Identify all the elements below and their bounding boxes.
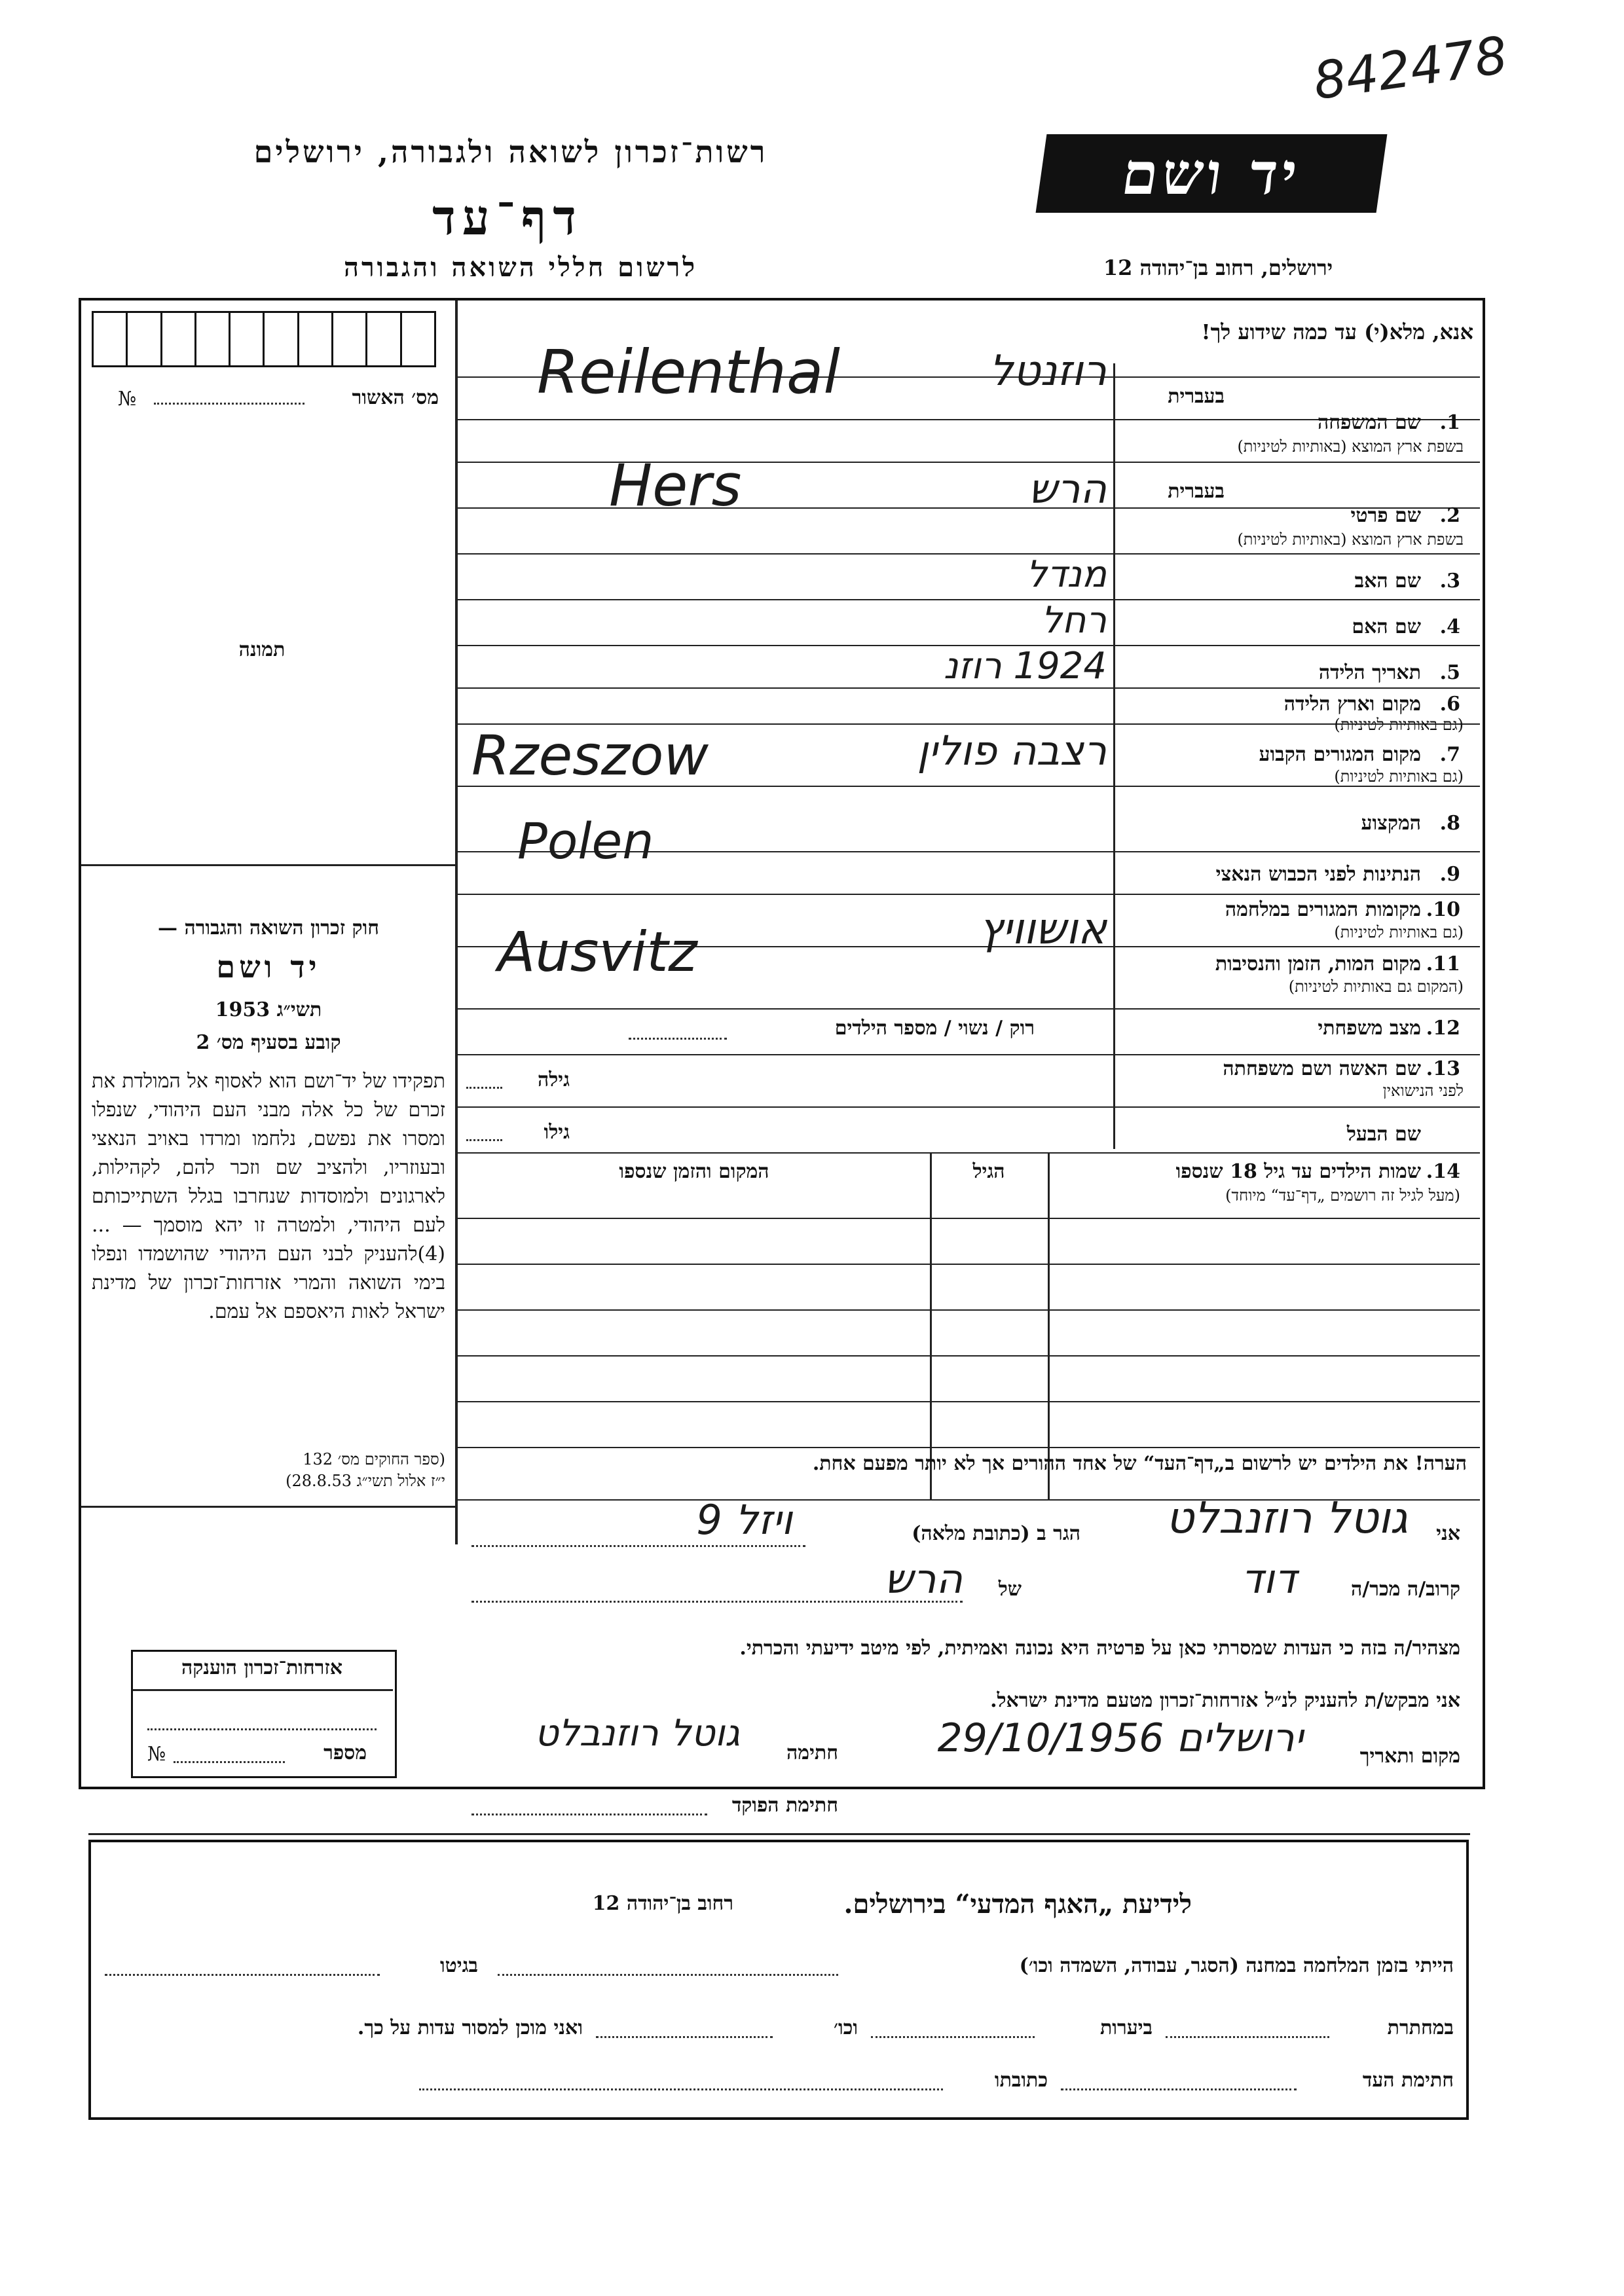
label-column-divider (1113, 363, 1115, 1149)
field-7-note: (גם באותיות לטיניות) (1334, 767, 1464, 786)
field-7-value: רצבה פולין (917, 727, 1107, 774)
field-5-num: 5. (1439, 661, 1460, 684)
official-sig-field[interactable] (471, 1813, 707, 1815)
field-6-label: מקום וארץ הלידה (1283, 693, 1421, 716)
remark: הערה! את הילדים יש לרשום ב„דף־העד“ של אחד ההורים אך לא יותר מפעם אחת. (812, 1452, 1467, 1475)
field-7-label: מקום המגורים הקבוע (1259, 743, 1421, 766)
field-2-hebrew-value: הרש (1028, 465, 1107, 513)
field-10-note: (גם באותיות לטיניות) (1334, 923, 1464, 941)
field-11-note: (המקום גם באותיות לטיניות) (1288, 977, 1464, 996)
law-year: תשי״ג 1953 (215, 998, 322, 1021)
field-1-note: בשפת ארץ המוצא (באותיות לטיניות) (1237, 437, 1464, 456)
wife-age-label: גילה (537, 1068, 570, 1091)
footer-line2-a: במחתרת (1387, 2016, 1454, 2039)
header-address: ירושלים, רחוב בן־יהודה 12 (1103, 255, 1333, 280)
field-3-label: שם האב (1354, 570, 1421, 592)
field-2-latin-value: Hers (609, 452, 742, 519)
approval-label: מס׳ האשור (352, 386, 439, 409)
field-12-num: 12. (1426, 1017, 1460, 1040)
footer-address: רחוב בן־יהודה 12 (592, 1892, 733, 1915)
witness-signature-field[interactable] (1061, 2088, 1297, 2090)
field-1-hebrew-tag: בעברית (1168, 385, 1225, 408)
footer-line2-b: ביערות (1099, 2016, 1153, 2039)
left-column-divider (455, 301, 458, 1544)
place-date-value: ירושלים 29/10/1956 (937, 1715, 1303, 1761)
form-subtitle: לרשום חללי השואה והגבורה (343, 252, 698, 283)
footer-line3-b: כתובתו (994, 2069, 1048, 2092)
footer-line2-d: ואני מוכן למסור עדות על כך. (357, 2016, 583, 2039)
photo-label: תמונה (238, 638, 286, 661)
field-8-num: 8. (1439, 812, 1460, 835)
field-10-latin-value: Ausvitz (498, 920, 697, 984)
footer-title: לידיעת „האגף המדעי“ בירושלים. (843, 1889, 1192, 1920)
field-7-num: 7. (1439, 743, 1460, 766)
footer-line1-a: הייתי בזמן המלחמה במחנה (הסגר, עבודה, השמדה וכו׳) (1019, 1954, 1454, 1977)
field-5-label: תאריך הלידה (1318, 661, 1421, 684)
yad-vashem-logo (1036, 134, 1388, 213)
law-ref: (ספר החוקים מס׳ 132 (303, 1450, 445, 1468)
field-12-options: רוק / נשוי / מספר הילדים (834, 1017, 1035, 1040)
witness-address-field[interactable] (419, 2088, 943, 2090)
field-10-value: אושוויץ (978, 903, 1107, 954)
signature-value: גוטל רוזנבלט (534, 1712, 740, 1755)
form-title: דף־עד (432, 190, 583, 246)
field-14-label: שמות הילדים עד גיל 18 שנספו (1175, 1160, 1421, 1183)
logo-text: יד ושם (1117, 139, 1306, 208)
resides-value: ויזל 9 (696, 1496, 792, 1544)
law-title: חוק זכרון השואה והגבורה — (158, 917, 379, 939)
ani-label: אני (1436, 1522, 1460, 1545)
husband-age-field[interactable] (466, 1139, 502, 1141)
field-2-num: 2. (1439, 504, 1460, 527)
request: אני מבקש/ת להעניק לנ״ל אזרחות־זכרון מטעם מדינת ישראל. (990, 1689, 1460, 1712)
signature-label: חתימה (786, 1741, 838, 1764)
children-count-field[interactable] (629, 1038, 727, 1040)
archive-number: 842478 (1310, 26, 1511, 112)
resides-label: הגר ב (כתובת מלאה) (912, 1522, 1080, 1545)
field-4-label: שם האם (1352, 615, 1421, 638)
law-text: תפקידו של יד־ושם הוא לאסוף אל המולדת את זכרם של כל אלה מבני העם היהודי, שנפלו ומסרו את נפשם, נלחמו ומרדו באויב הנאצי ובעוזריו, ולהציב שם וזכר להם, לקהילות, לארגונים ולמוסדות שנחרבו בגלל השתייכותם לעם היהודי, ולמטרה זו יהא מוסמך — ...(4)להעניק לבני העם היהודי שהושמדו ונפלו בימי השואה והמרי אזרחות־זכרון של מדינת ישראל לאות היאספם אל עמם. (92, 1070, 445, 1323)
field-13-note: לפני הנישואין (1382, 1082, 1464, 1100)
field-2-note: בשפת ארץ המוצא (באותיות לטיניות) (1237, 530, 1464, 549)
children-col-place: המקום והזמן שנספו (619, 1160, 769, 1183)
field-7-latin-value: Rzeszow (471, 723, 709, 788)
relative-label: קרוב/ה מכר/ה (1351, 1578, 1460, 1601)
approval-no-sign: № (118, 388, 137, 410)
field-3-num: 3. (1439, 570, 1460, 592)
field-1-latin-value: Reilenthal (537, 337, 840, 407)
field-14-num: 14. (1426, 1160, 1460, 1183)
field-9-label: הנתינות לפני הכבוש הנאצי (1215, 863, 1421, 886)
field-8-latin-value: Polen (517, 812, 654, 870)
field-1-label: שם המשפחה (1317, 411, 1421, 434)
footer-line1-b: בגיטו (439, 1954, 478, 1977)
field-2-label: שם פרטי (1350, 504, 1421, 527)
children-col-age: הגיל (972, 1160, 1005, 1183)
field-13-num: 13. (1426, 1057, 1460, 1080)
field-4-num: 4. (1439, 615, 1460, 638)
declaration: מצהיר/ה בזה כי העדות שמסרתי כאן על פרטיה היא נכונה ואמיתית, לפי מיטב ידיעתי והכרתי. (739, 1637, 1460, 1660)
field-11-label: מקום המות, הזמן והנסיבות (1215, 953, 1421, 975)
footer-line3-a: חתימת העד (1362, 2069, 1454, 2092)
husband-age-label: גילו (544, 1121, 570, 1144)
field-5-value: 1924 רוזנ (944, 645, 1107, 687)
ani-value: גוטל רוזנבלט (1166, 1493, 1408, 1543)
field-1-hebrew-value: רוזנטל (989, 347, 1107, 395)
field-12-label: מצב משפחתי (1318, 1017, 1421, 1040)
field-1-num: 1. (1439, 411, 1460, 434)
footer-frame (88, 1840, 1469, 2120)
citizenship-box-title: אזרחות־זכרון הוענקה (181, 1656, 343, 1679)
number-no-sign: № (147, 1743, 166, 1766)
law-name: יד ושם (216, 949, 321, 985)
field-10-label: מקומות המגורים במלחמה (1225, 898, 1421, 921)
relative-value: דוד (1241, 1555, 1297, 1603)
of-value: הרש (884, 1555, 963, 1603)
official-sig-label: חתימת הפוקד (731, 1794, 838, 1817)
approval-field[interactable] (154, 403, 304, 405)
place-date-label: מקום ותאריך (1359, 1745, 1460, 1768)
number-label: מספר (323, 1741, 367, 1764)
field-13-label: שם האשה ושם משפחתה (1223, 1057, 1421, 1080)
field-6-note: (גם באותיות לטיניות) (1334, 716, 1464, 734)
code-boxes (92, 311, 436, 367)
instruction: אנא, מלא(י) עד כמה שידוע לך! (1201, 319, 1473, 344)
field-11-num: 11. (1426, 953, 1460, 975)
field-9-num: 9. (1439, 863, 1460, 886)
field-14-note: (מעל לגיל זה רושמים „דף־עד“ מיוחד) (1225, 1186, 1460, 1205)
footer-line2-c: וכו׳ (834, 2016, 858, 2039)
field-10-num: 10. (1426, 898, 1460, 921)
of-label: של (998, 1578, 1022, 1601)
authority-title: רשות־זכרון לשואה ולגבורה, ירושלים (253, 134, 768, 170)
of-field[interactable] (471, 1601, 963, 1603)
wife-age-field[interactable] (466, 1087, 502, 1089)
field-8-label: המקצוע (1361, 812, 1421, 835)
field-6-num: 6. (1439, 693, 1460, 716)
number-field[interactable] (174, 1761, 285, 1763)
field-3-value: מנדל (1026, 553, 1107, 596)
law-section: קובע בסעיף מס׳ 2 (196, 1031, 341, 1054)
field-2-hebrew-tag: בעברית (1168, 480, 1225, 503)
husband-label: שם הבעל (1346, 1123, 1421, 1146)
resides-field[interactable] (471, 1545, 805, 1547)
law-ref-date: י״ז אלול תשי״ג 28.8.53) (286, 1472, 445, 1490)
field-4-value: רחל (1041, 599, 1107, 642)
